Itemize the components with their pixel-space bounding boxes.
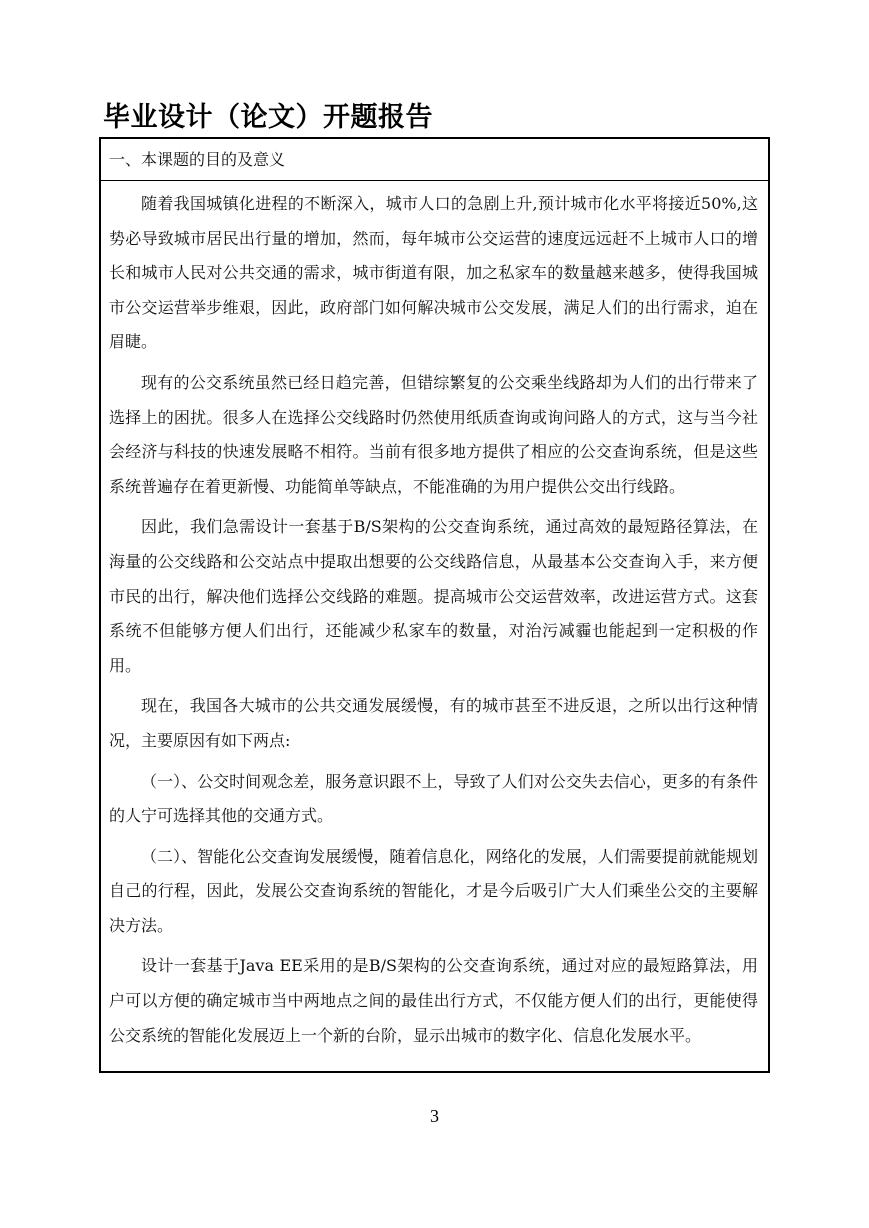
document-title: 毕业设计（论文）开题报告 bbox=[103, 102, 433, 133]
paragraph-current-system: 现有的公交系统虽然已经日趋完善，但错综繁复的公交乘坐线路却为人们的出行带来了选择上的困扰。很多人在选择公交线路时仍然使用纸质查询或询问路人的方式，这与当今社会经济与科技的快速发展略不相符。当前有很多地方提供了相应的公交查询系统，但是这些系统普遍存在着更新慢、功能简单等缺点，不能准确的为用户提供公交出行线路。 bbox=[109, 372, 758, 496]
paragraph-reason-two: （二）、智能化公交查询发展缓慢，随着信息化，网络化的发展，人们需要提前就能规划自己的行程，因此，发展公交查询系统的智能化，才是今后吸引广大人们乘坐公交的主要解决方法。 bbox=[109, 846, 758, 935]
page-number: 3 bbox=[430, 1106, 439, 1126]
paragraph-situation: 现在，我国各大城市的公共交通发展缓慢，有的城市甚至不进反退，之所以出行这种情况，主要原因有如下两点: bbox=[109, 696, 758, 750]
paragraph-reason-one: （一）、公交时间观念差，服务意识跟不上，导致了人们对公交失去信心，更多的有条件的人宁可选择其他的交通方式。 bbox=[109, 771, 758, 826]
section-heading: 一、本课题的目的及意义 bbox=[101, 139, 768, 181]
section-body bbox=[101, 181, 768, 1053]
paragraph-urbanization: 随着我国城镇化进程的不断深入，城市人口的急剧上升,预计城市化水平将接近50%,这势必导致城市居民出行量的增加，然而，每年城市公交运营的速度远远赶不上城市人口的增长和城市人民对公共交通的需求，城市街道有限，加之私家车的数量越来越多，使得我国城市公交运营举步维艰，因此，政府部门如何解决城市公交发展，满足人们的出行需求，迫在眉睫。 bbox=[109, 194, 758, 352]
paragraph-conclusion: 设计一套基于Java EE采用的是B/S架构的公交查询系统，通过对应的最短路算法，用户可以方便的确定城市当中两地点之间的最佳出行方式，不仅能方便人们的出行，更能使得公交系统的智能化发展迈上一个新的台阶，显示出城市的数字化、信息化发展水平。 bbox=[109, 956, 758, 1045]
paragraph-proposal: 因此，我们急需设计一套基于B/S架构的公交查询系统，通过高效的最短路径算法，在海量的公交线路和公交站点中提取出想要的公交线路信息，从最基本公交查询入手，来方便市民的出行，解决他们选择公交线路的难题。提高城市公交运营效率，改进运营方式。这套系统不但能够方便人们出行，还能减少私家车的数量，对治污减霾也能起到一定积极的作用。 bbox=[109, 517, 758, 675]
report-table bbox=[99, 137, 770, 1073]
